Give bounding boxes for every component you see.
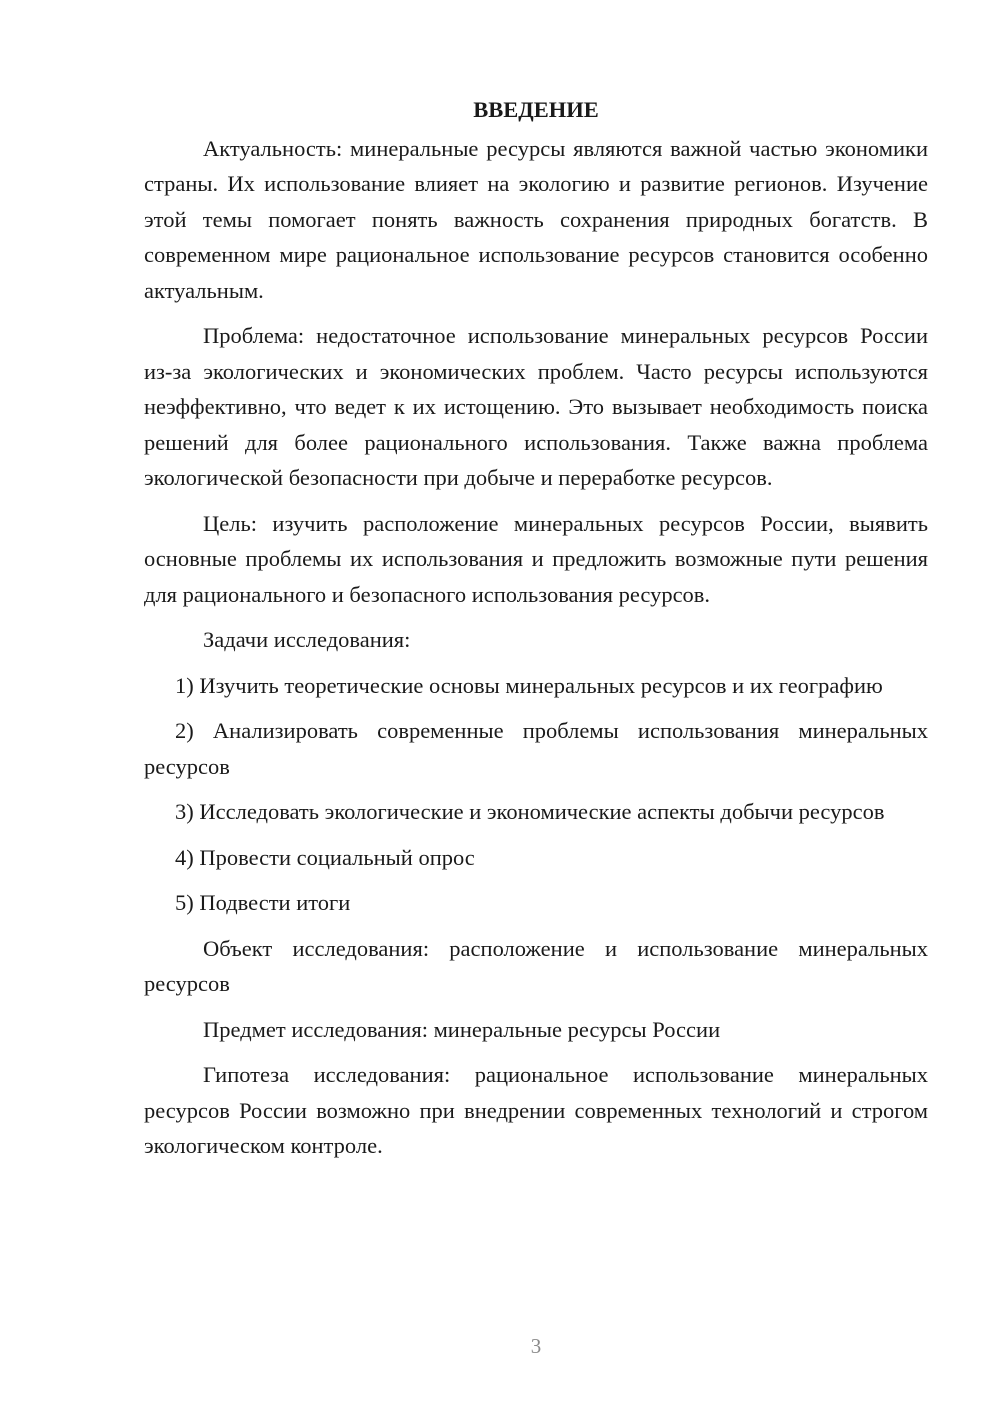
goal-paragraph: Цель: изучить расположение минеральных ресурсов России, выявить основные проблемы их использования и предложить возможные пути решения для рационального и безопасного использования ресурсов.: [144, 510, 928, 607]
task-item-3: 3) Исследовать экологические и экономические аспекты добычи ресурсов: [175, 799, 885, 824]
page-content: [144, 92, 928, 1164]
task-item-5: 5) Подвести итоги: [175, 890, 351, 915]
section-heading: ВВЕДЕНИЕ: [473, 97, 599, 122]
object-paragraph: Объект исследования: расположение и использование минеральных ресурсов: [144, 935, 928, 996]
page-number: 3: [530, 1334, 542, 1358]
task-item-4: 4) Провести социальный опрос: [175, 844, 475, 870]
task-item-1: 1) Изучить теоретические основы минеральных ресурсов и их географию: [175, 672, 883, 698]
subject-paragraph: Предмет исследования: минеральные ресурсы России: [203, 1016, 721, 1042]
tasks-heading: Задачи исследования:: [203, 627, 411, 652]
hypothesis-paragraph: Гипотеза исследования: рациональное использование минеральных ресурсов России возможно при внедрении современных технологий и строгом экологическом контроле.: [144, 1062, 928, 1158]
task-item-2: 2) Анализировать современные проблемы использования минеральных ресурсов: [144, 718, 928, 779]
problem-paragraph: Проблема: недостаточное использование минеральных ресурсов России из-за экологических и экономических проблем. Часто ресурсы используются неэффективно, что ведет к их истощению. Это вызывает необходимость поиска решений для более рационального использования. Также важна проблема экологической безопасности при добыче и переработке ресурсов.: [144, 323, 928, 490]
relevance-paragraph: Актуальность: минеральные ресурсы являются важной частью экономики страны. Их использование влияет на экологию и развитие регионов. Изучение этой темы помогает понять важность сохранения природных богатств. В современном мире рациональное использование ресурсов становится особенно актуальным.: [144, 135, 928, 303]
